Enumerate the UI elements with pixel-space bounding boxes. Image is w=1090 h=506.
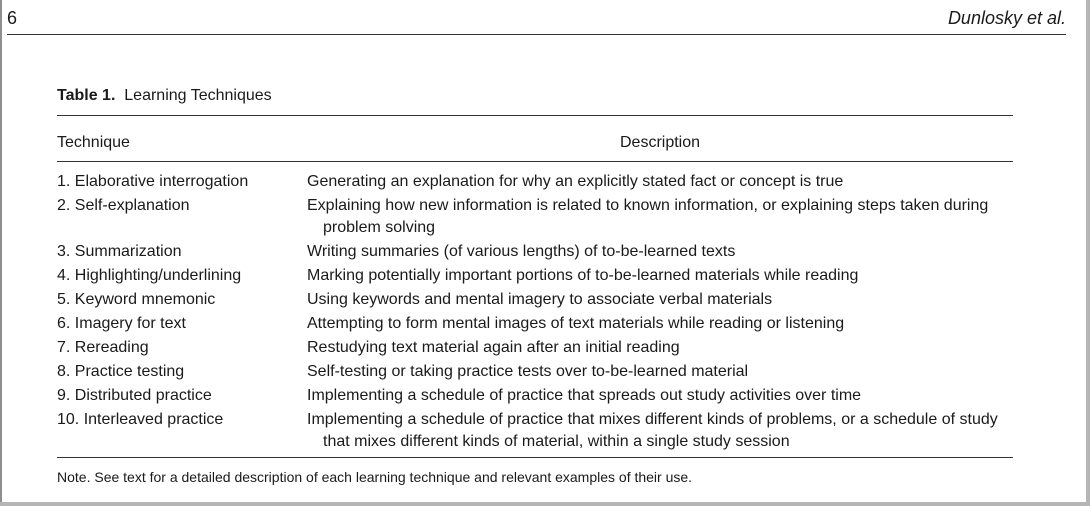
- table-row: [57, 337, 1013, 359]
- table-row: [57, 265, 1013, 287]
- description-cell: Attempting to form mental images of text materials while reading or listening: [307, 315, 845, 332]
- description-cell: Self-testing or taking practice tests over to-be-learned material: [307, 363, 749, 380]
- technique-cell: 9. Distributed practice: [57, 387, 212, 404]
- technique-cell: 8. Practice testing: [57, 363, 185, 380]
- technique-cell: 10. Interleaved practice: [57, 411, 224, 428]
- table-body: [57, 171, 1013, 455]
- table-header-rule: [57, 161, 1013, 162]
- table-row: [57, 171, 1013, 193]
- column-header-technique: Technique: [57, 134, 130, 151]
- page-number: 6: [7, 8, 18, 28]
- table-label: Table 1.: [57, 87, 116, 104]
- table-row: [57, 409, 1013, 453]
- technique-cell: 4. Highlighting/underlining: [57, 267, 242, 284]
- table-row: [57, 385, 1013, 407]
- header-rule: [7, 34, 1066, 35]
- table-row: [57, 361, 1013, 383]
- technique-cell: 5. Keyword mnemonic: [57, 291, 216, 308]
- column-header-description: Description: [619, 134, 701, 151]
- technique-cell: 6. Imagery for text: [57, 315, 186, 332]
- description-cell: Generating an explanation for why an explicitly stated fact or concept is true: [307, 173, 844, 190]
- table-bottom-rule: [57, 457, 1013, 458]
- technique-cell: 7. Rereading: [57, 339, 149, 356]
- description-cell: Implementing a schedule of practice that mixes different kinds of problems, or a schedule of study that mixes different kinds of material, within a single study session: [307, 411, 998, 450]
- description-cell: Marking potentially important portions of to-be-learned materials while reading: [307, 267, 859, 284]
- table-row: [57, 313, 1013, 335]
- page-frame-left: [0, 0, 2, 506]
- page-frame-right: [1086, 0, 1090, 506]
- table-title: Learning Techniques: [124, 87, 272, 104]
- description-cell: Implementing a schedule of practice that spreads out study activities over time: [307, 387, 862, 404]
- description-cell: Explaining how new information is related to known information, or explaining steps taken during problem solving: [307, 197, 989, 236]
- table-row: [57, 289, 1013, 311]
- running-head: Dunlosky et al.: [947, 8, 1066, 28]
- technique-cell: 1. Elaborative interrogation: [57, 173, 249, 190]
- table-top-rule: [57, 115, 1013, 116]
- page-frame-bottom: [0, 502, 1090, 506]
- technique-cell: 3. Summarization: [57, 243, 182, 260]
- description-cell: Writing summaries (of various lengths) of to-be-learned texts: [307, 243, 736, 260]
- description-cell: Using keywords and mental imagery to associate verbal materials: [307, 291, 773, 308]
- technique-cell: 2. Self-explanation: [57, 197, 190, 214]
- table-row: [57, 195, 1013, 239]
- table-caption: [57, 87, 272, 105]
- description-cell: Restudying text material again after an initial reading: [307, 339, 680, 356]
- table-note: Note. See text for a detailed description of each learning technique and relevant examples of their use.: [57, 469, 693, 485]
- table-row: [57, 241, 1013, 263]
